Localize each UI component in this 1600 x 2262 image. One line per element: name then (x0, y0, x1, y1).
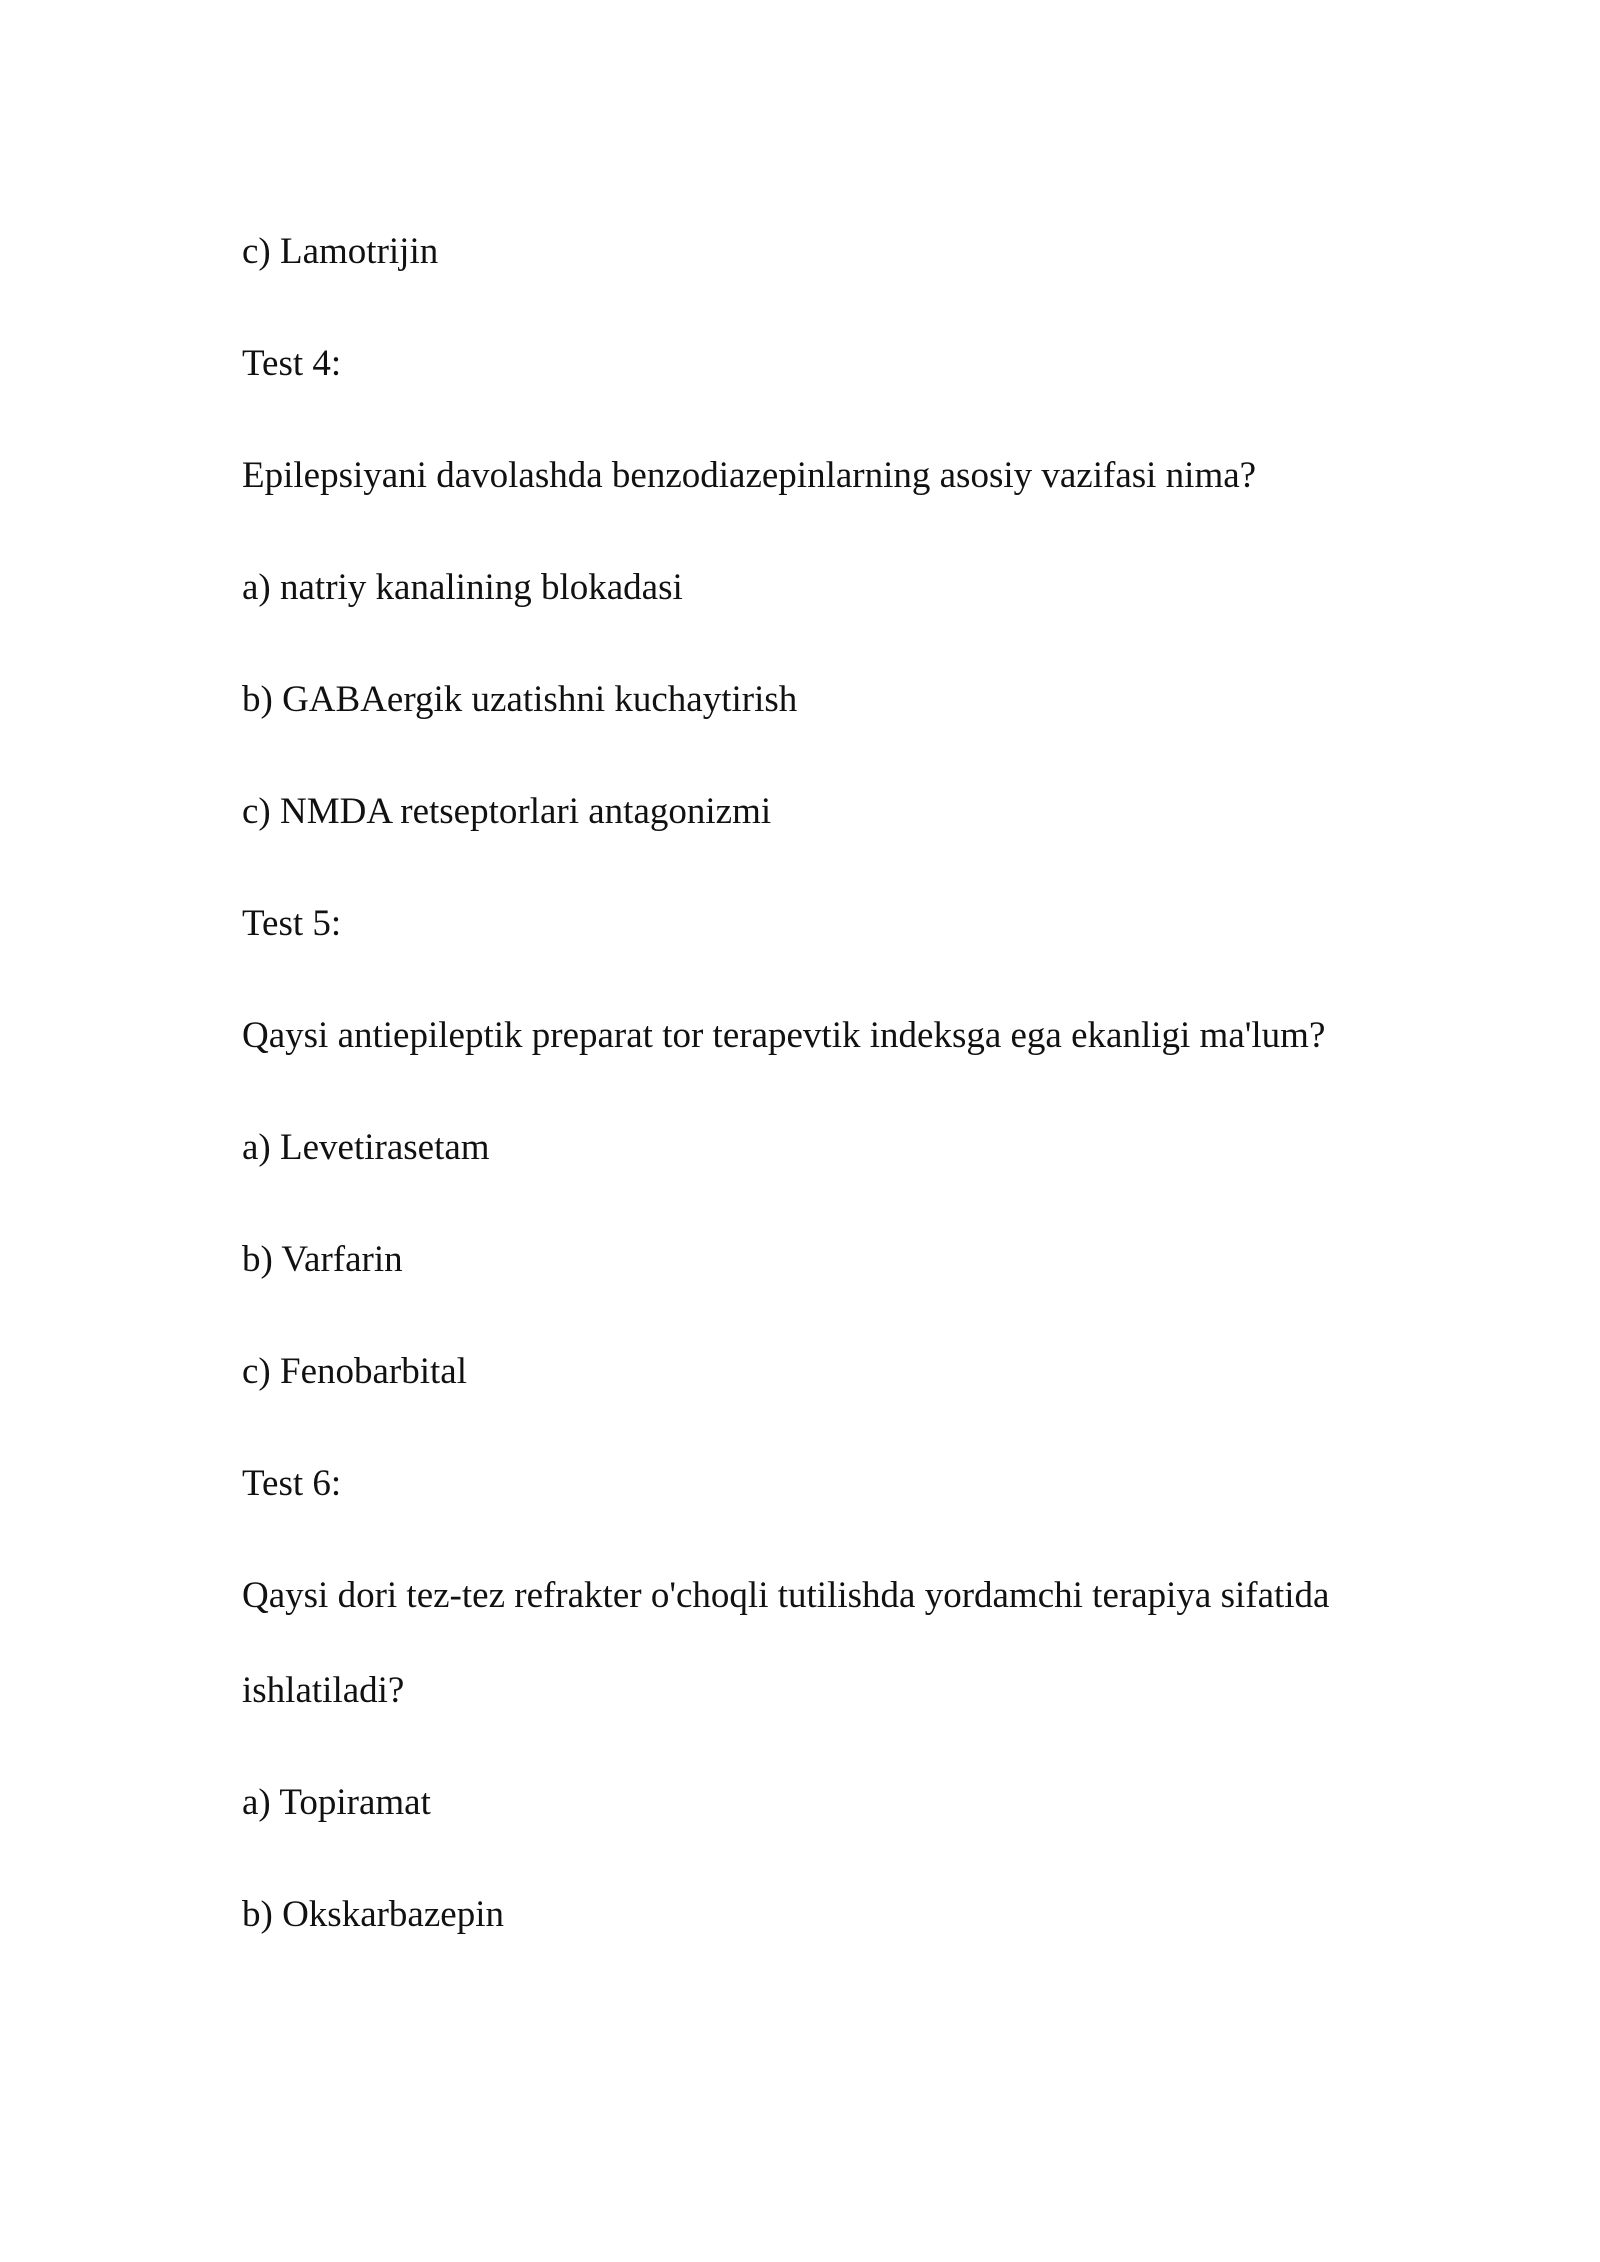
test-5-question: Qaysi antiepileptik preparat tor terapevtik indeksga ega ekanligi ma'lum? (242, 1015, 1326, 1056)
test-4-option-b: b) GABAergik uzatishni kuchaytirish (242, 679, 798, 720)
test-4-option-c: c) NMDA retseptorlari antagonizmi (242, 791, 772, 832)
test-6-heading: Test 6: (242, 1463, 342, 1504)
test-4-question: Epilepsiyani davolashda benzodiazepinlarning asosiy vazifasi nima? (242, 455, 1257, 496)
test-6-question-line-1: Qaysi dori tez-tez refrakter o'choqli tutilishda yordamchi terapiya sifatida (242, 1575, 1330, 1616)
test-4-heading: Test 4: (242, 343, 342, 384)
test-6-option-b: b) Okskarbazepin (242, 1894, 504, 1935)
option-c-test3: c) Lamotrijin (242, 231, 439, 272)
test-5-option-c: c) Fenobarbital (242, 1351, 467, 1392)
test-6-question-line-2: ishlatiladi? (242, 1670, 405, 1711)
test-5-option-a: a) Levetirasetam (242, 1127, 490, 1168)
test-4-option-a: a) natriy kanalining blokadasi (242, 567, 683, 608)
test-5-heading: Test 5: (242, 903, 342, 944)
test-6-option-a: a) Topiramat (242, 1782, 431, 1823)
test-5-option-b: b) Varfarin (242, 1239, 403, 1280)
